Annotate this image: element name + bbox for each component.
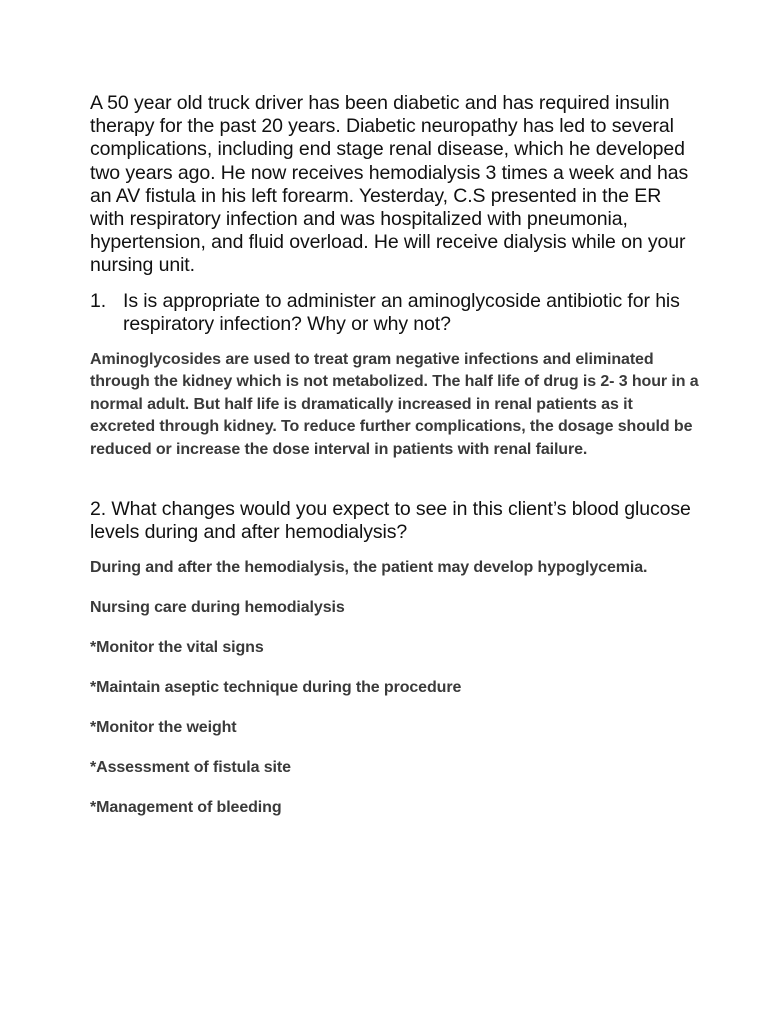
document-content	[90, 92, 700, 819]
nursing-care-heading: Nursing care during hemodialysis	[90, 598, 345, 616]
question-1	[90, 290, 700, 336]
nursing-care-item: *Monitor the vital signs	[90, 638, 264, 656]
question-1-number: 1.	[90, 289, 107, 312]
nursing-care-item: *Maintain aseptic technique during the procedure	[90, 678, 462, 696]
nursing-care-list	[90, 637, 700, 819]
question-2: 2. What changes would you expect to see in this client’s blood glucose levels during and after hemodialysis?	[90, 498, 691, 544]
answer-2: During and after the hemodialysis, the patient may develop hypoglycemia.	[90, 559, 648, 577]
question-1-text: Is is appropriate to administer an aminoglycoside antibiotic for his respiratory infection? Why or why not?	[123, 289, 680, 335]
nursing-care-item: *Assessment of fistula site	[90, 758, 291, 776]
answer-1: Aminoglycosides are used to treat gram negative infections and eliminated through the kidney which is not metabolized. The half life of drug is 2- 3 hour in a normal adult. But half life is dramatically increased in renal patients as it excreted through kidney. To reduce further complications, the dosage should be reduced or increase the dose interval in patients with renal failure.	[90, 351, 699, 458]
case-scenario-paragraph: A 50 year old truck driver has been diabetic and has required insulin therapy for the past 20 years. Diabetic neuropathy has led to several complications, including end stage renal disease, which he developed two years ago. He now receives hemodialysis 3 times a week and has an AV fistula in his left forearm. Yesterday, C.S presented in the ER with respiratory infection and was hospitalized with pneumonia, hypertension, and fluid overload. He will receive dialysis while on your nursing unit.	[90, 92, 689, 277]
nursing-care-item: *Management of bleeding	[90, 798, 282, 816]
nursing-care-item: *Monitor the weight	[90, 718, 237, 736]
